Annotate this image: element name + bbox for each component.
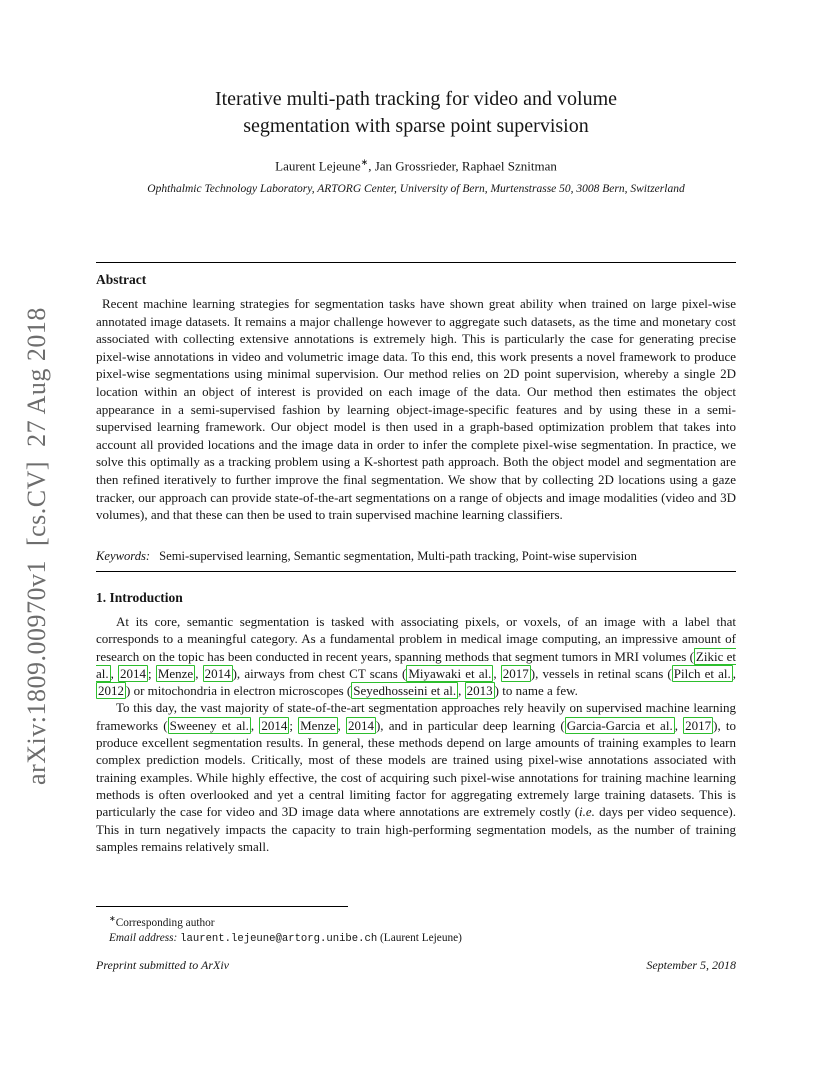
citation-link[interactable]: 2014	[204, 665, 231, 681]
text-segment: i.e.	[579, 804, 595, 820]
citation-link[interactable]: Menze	[157, 665, 194, 681]
text-segment: ) or mitochondria in electron microscopes (	[126, 683, 352, 699]
paper-title-line1: Iterative multi-path tracking for video and volume	[214, 88, 618, 110]
arxiv-stamp: arXiv:1809.00970v1 [cs.CV] 27 Aug 2018	[22, 307, 51, 785]
paper-title-line2: segmentation with sparse point supervision	[243, 115, 589, 137]
text-segment: ;	[148, 665, 156, 681]
text-segment: ,	[250, 717, 260, 733]
text-segment: At its core, semantic segmentation is tasked with associating pixels, or voxels, of an image with a label that corresponds to a meaningful category. As a fundamental problem in medical image computing, an impressive amount of research on the topic has been conducted in recent years, spanning methods that segment tumors in MRI volumes (	[96, 614, 736, 664]
citation-link[interactable]: 2014	[347, 717, 374, 733]
text-segment: ), to produce excellent segmentation results. In general, these methods depend on large amounts of training examples to learn complex prediction models. Critically, most of these models are trained using pixel-wise annotations associated with training examples. While highly effective, the cost of acquiring such pixel-wise annotations for training machine learning methods is often overlooked and yet a central limiting factor for aggregating extremely large training datasets. This is particularly the case for video and 3D image data where annotations are extremely costly (	[96, 717, 737, 820]
citation-link[interactable]: Seyedhosseini et al.	[353, 683, 457, 699]
author-name: Laurent Lejeune	[275, 158, 361, 174]
divider-rule-keywords	[96, 571, 736, 572]
introduction-body	[96, 613, 736, 855]
footnote-corresponding-author	[96, 911, 736, 931]
citation-link[interactable]: 2017	[502, 665, 529, 681]
section-1-heading: 1. Introduction	[96, 590, 183, 605]
citation-link[interactable]: Pilch et al.	[673, 665, 731, 681]
footnote-line1-text: Corresponding author	[115, 916, 215, 929]
email-address: laurent.lejeune@artorg.unibe.ch	[180, 933, 378, 946]
text-segment: ,	[493, 665, 501, 681]
footnote-mark: ∗	[109, 914, 116, 923]
page-footer	[96, 958, 736, 973]
citation-link[interactable]: 2017	[685, 717, 712, 733]
keywords-line	[96, 549, 736, 564]
text-segment: ), airways from chest CT scans (	[232, 665, 407, 681]
email-label: Email address:	[109, 932, 178, 945]
text-segment: ;	[289, 717, 299, 733]
footnote-email-line	[96, 931, 736, 948]
text-segment: ,	[458, 683, 465, 699]
footer-preprint-note: Preprint submitted to ArXiv	[96, 958, 229, 972]
text-segment: ), vessels in retinal scans (	[530, 665, 672, 681]
divider-rule-top	[96, 262, 736, 263]
citation-link[interactable]: Miyawaki et al.	[408, 665, 492, 681]
text-segment: ,	[337, 717, 346, 733]
citation-link[interactable]: 2014	[261, 717, 288, 733]
affiliation: Ophthalmic Technology Laboratory, ARTORG Center, University of Bern, Murtenstrasse 50, 3008 Bern, Switzerland	[147, 183, 685, 195]
paper-title	[96, 86, 736, 140]
citation-link[interactable]: Menze	[300, 717, 336, 733]
author-rest: , Jan Grossrieder, Raphael Sznitman	[368, 158, 557, 174]
text-segment: ) to name a few.	[494, 683, 578, 699]
text-segment: ,	[732, 665, 737, 681]
footer-date: September 5, 2018	[646, 958, 736, 972]
text-segment: ,	[110, 665, 119, 681]
keywords-text: Semi-supervised learning, Semantic segmentation, Multi-path tracking, Point-wise supervision	[159, 549, 637, 563]
introduction-paragraph-2	[96, 699, 736, 855]
citation-link[interactable]: Sweeney et al.	[169, 717, 249, 733]
citation-link[interactable]: 2012	[98, 683, 124, 699]
text-segment: To this day, the vast majority of state-of-the-art segmentation approaches rely heavily on supervised machine learning frameworks (	[96, 700, 736, 733]
author-line	[96, 157, 736, 174]
citation-link[interactable]: 2013	[466, 683, 493, 699]
text-segment: ,	[674, 717, 684, 733]
abstract-body: Recent machine learning strategies for segmentation tasks have shown great ability when trained on large pixel-wise annotated image datasets. It remains a major challenge however to aggregate such datasets, as the time and monetary cost associated with collecting extensive annotations is extremely high. This is particularly the case for generating precise pixel-wise annotations in video and volumetric image data. To this end, this work presents a novel framework to produce pixel-wise segmentations using minimal supervision. Our method relies on 2D point supervision, whereby a single 2D location within an object of interest is provided on each image of the data. Our method then estimates the object appearance in a semi-supervised fashion by learning object-image-specific features and by using these in a semi-supervised learning framework. Our object model is then used in a graph-based optimization problem that takes into account all provided locations and the image data in order to infer the complete pixel-wise segmentation. In practice, we solve this optimally as a tracking problem using a K-shortest path approach. Both the object model and segmentation are then refined iteratively to further improve the final segmentation. We show that by collecting 2D locations using a gaze tracker, our approach can provide state-of-the-art segmentations on a range of objects and image modalities (video and 3D volumes), and that these can then be used to train supervised machine learning classifiers.	[96, 296, 736, 523]
footnote-rule	[96, 906, 348, 907]
citation-link[interactable]: 2014	[120, 665, 147, 681]
citation-link[interactable]: Zikic et al.	[96, 648, 736, 681]
text-segment: days per video sequence). This in turn negatively impacts the capacity to train high-performing segmentation models, as the number of training samples remains relatively small.	[96, 804, 736, 854]
corresponding-author-mark: ∗	[360, 157, 369, 167]
introduction-paragraph-1	[96, 613, 736, 699]
text-segment: ,	[195, 665, 203, 681]
abstract-heading: Abstract	[96, 272, 147, 287]
email-suffix: (Laurent Lejeune)	[377, 932, 462, 945]
footnote	[96, 911, 736, 948]
citation-link[interactable]: Garcia-Garcia et al.	[566, 717, 673, 733]
text-segment: ), and in particular deep learning (	[375, 717, 565, 733]
keywords-label: Keywords:	[96, 549, 151, 563]
